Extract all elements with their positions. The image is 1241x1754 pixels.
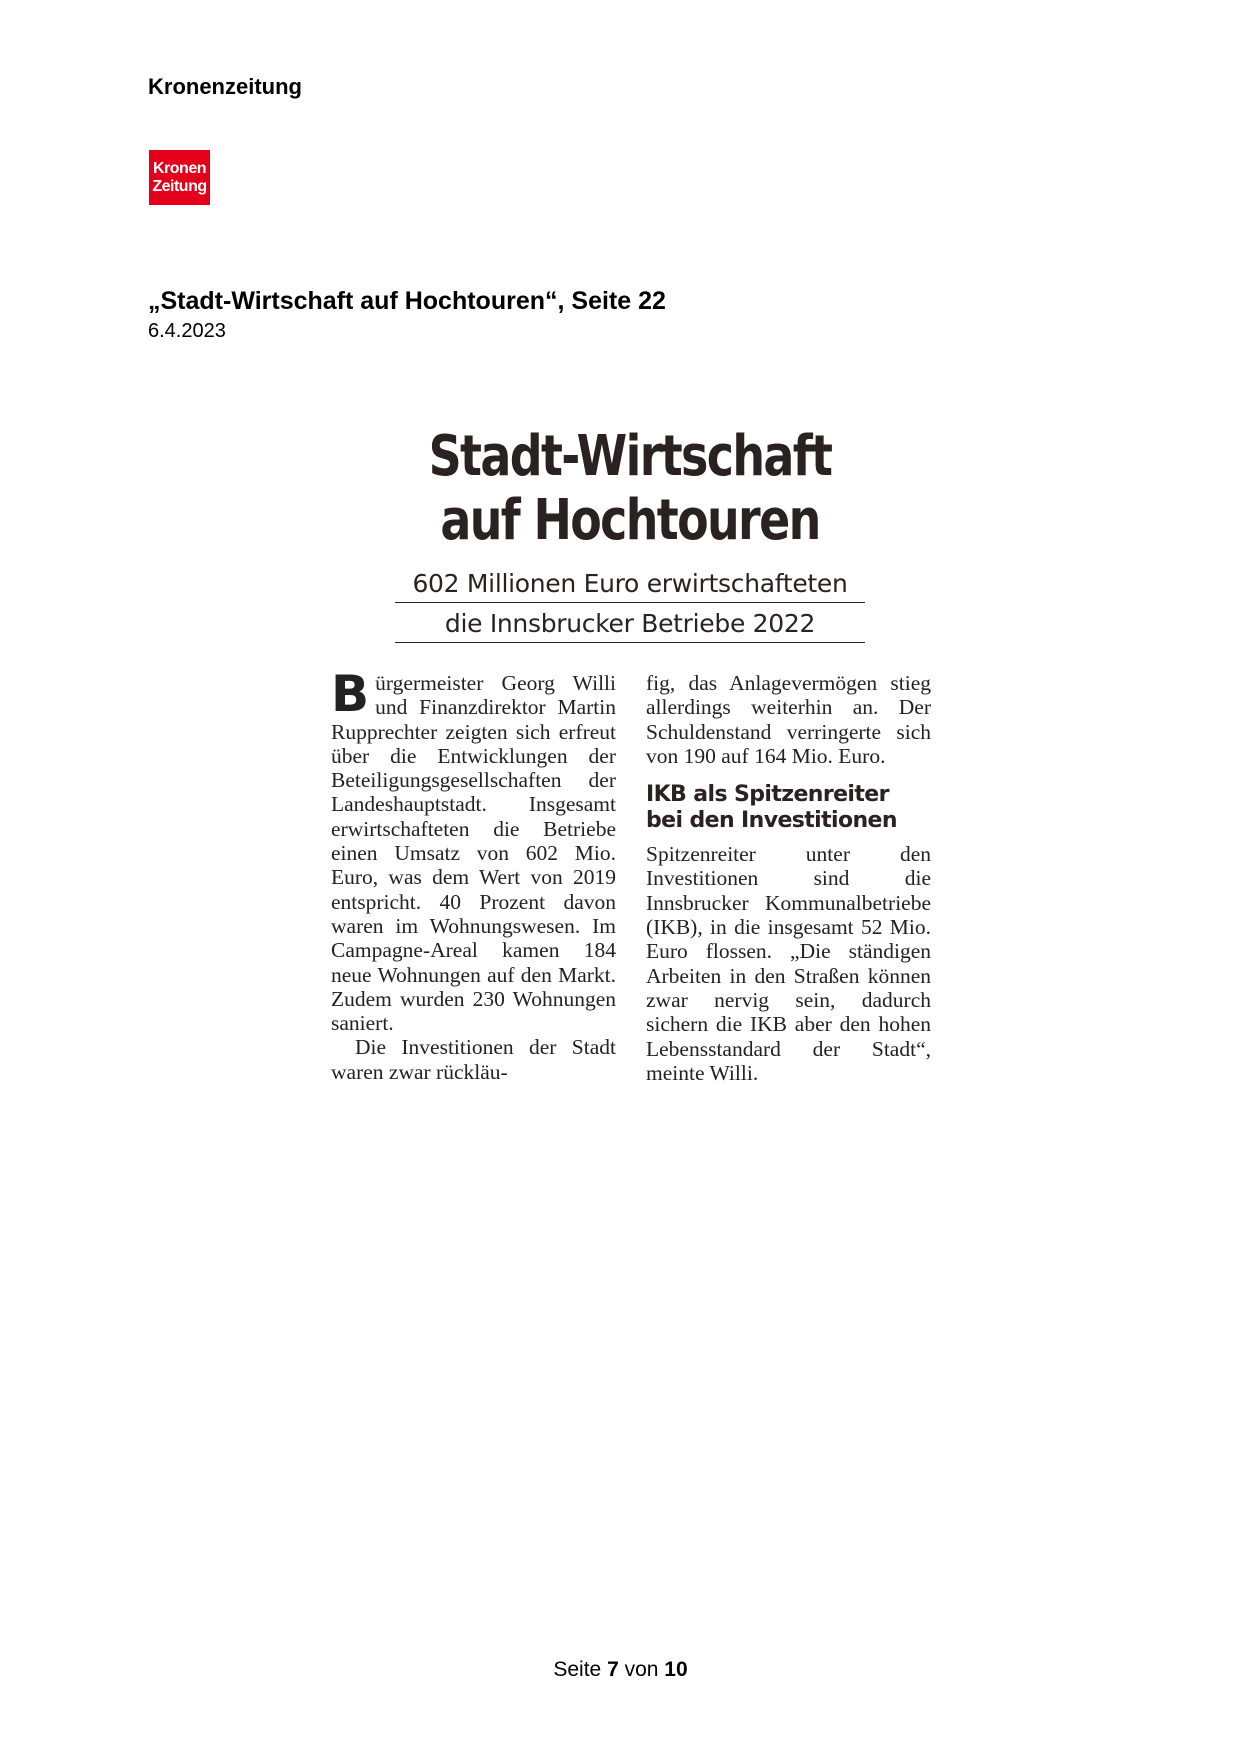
document-date: 6.4.2023	[148, 320, 226, 342]
document-title: „Stadt-Wirtschaft auf Hochtouren“, Seite 22	[148, 287, 666, 315]
page-footer	[0, 1658, 1241, 1682]
footer-middle: von	[624, 1658, 659, 1681]
footer-page-number: 7	[607, 1658, 619, 1681]
subhead-line-1: 602 Millionen Euro erwirtschafteten	[395, 563, 865, 603]
crosshead-line-1: IKB als Spitzenreiter	[646, 782, 889, 808]
headline-line-1: Stadt-Wirtschaft	[428, 424, 832, 489]
article-crosshead	[646, 782, 931, 834]
article-column-right	[646, 671, 931, 1085]
footer-prefix: Seite	[553, 1658, 602, 1681]
article-subheadline	[395, 563, 865, 643]
logo-line-1: Kronen	[153, 159, 206, 177]
article-paragraph-2: Die Investitionen der Stadt waren zwar rückläu-	[331, 1035, 616, 1084]
article-body	[331, 665, 931, 1085]
drop-cap: B	[331, 665, 370, 723]
article-paragraph-2-continued: fig, das Anlagevermögen stieg allerdings weiterhin an. Der Schuldenstand verringerte sich von 190 auf 164 Mio. Euro.	[646, 671, 931, 768]
article-paragraph-1	[331, 665, 616, 1036]
footer-total-pages: 10	[664, 1658, 688, 1681]
article-headline	[376, 425, 884, 553]
article-clipping	[320, 425, 940, 1085]
logo-line-2: Zeitung	[152, 177, 207, 195]
article-column-left	[331, 665, 616, 1085]
paragraph-1-text: ürgermeister Georg Willi und Finanzdirektor Martin Rupprechter zeigten sich erfreut über die Entwicklungen der Beteiligungsgesellschaften der Landeshauptstadt. Insgesamt erwirtschafteten die Betriebe einen Umsatz von 602 Mio. Euro, was dem Wert von 2019 entspricht. 40 Prozent davon waren im Wohnungswesen. Im Campagne-Areal kamen 184 neue Wohnungen auf den Markt. Zudem wurden 230 Wohnungen saniert.	[331, 671, 616, 1036]
crosshead-line-2: bei den Investitionen	[646, 808, 897, 834]
publication-name: Kronenzeitung	[148, 74, 302, 99]
article-paragraph-3: Spitzenreiter unter den Investitionen sind die Innsbrucker Kommunalbetriebe (IKB), in die insgesamt 52 Mio. Euro flossen. „Die ständigen Arbeiten in den Straßen können zwar nervig sein, dadurch sichern die IKB aber den hohen Lebensstandard der Stadt“, meinte Willi.	[646, 842, 931, 1085]
subhead-line-2: die Innsbrucker Betriebe 2022	[395, 603, 865, 643]
headline-line-2: auf Hochtouren	[440, 488, 820, 553]
kronen-zeitung-logo	[149, 150, 210, 205]
